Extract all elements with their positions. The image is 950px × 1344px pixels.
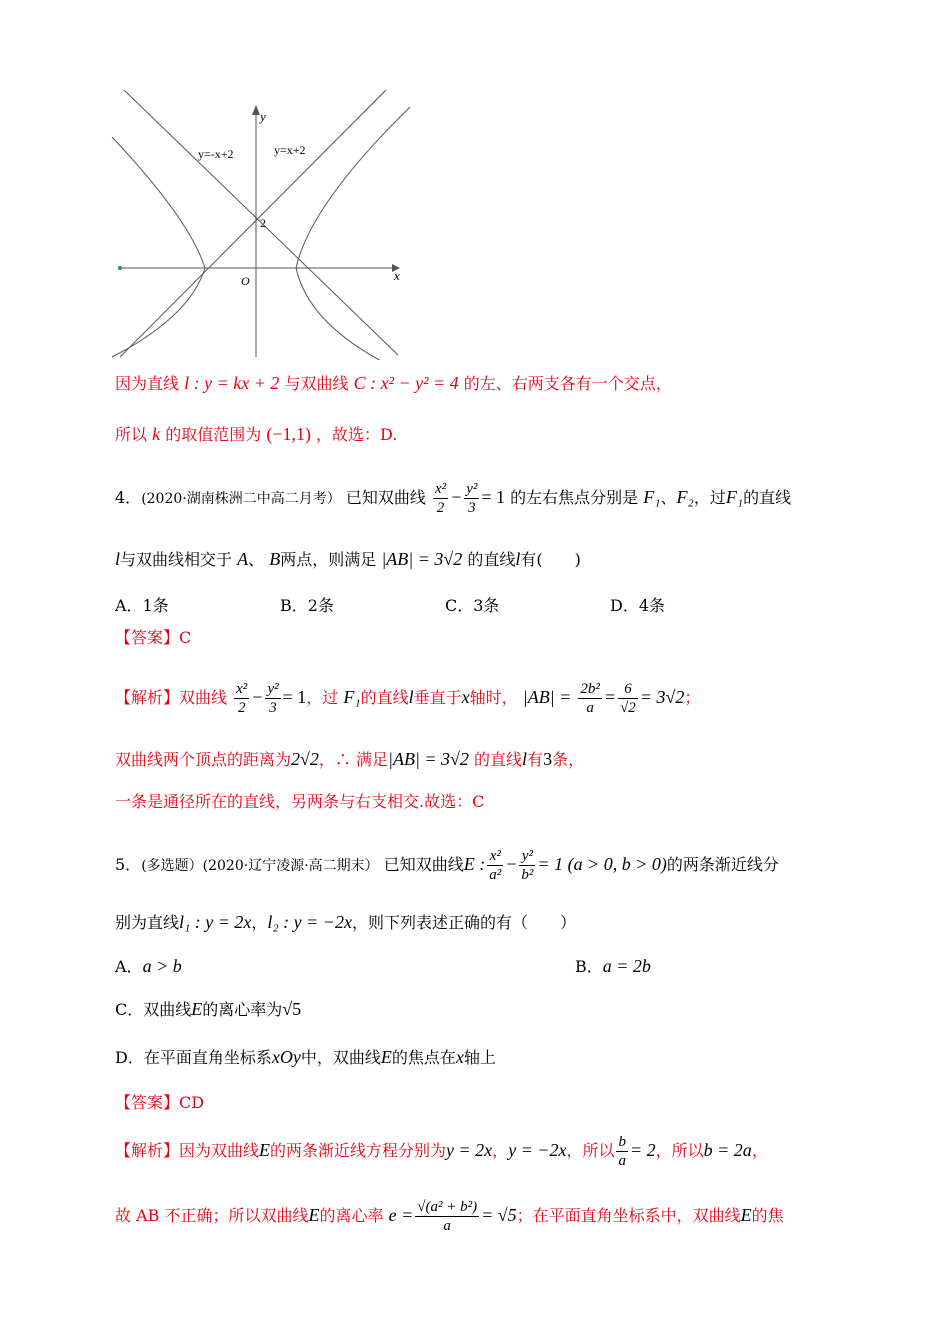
axis-start-dot [118, 266, 122, 270]
variable-e: E [380, 1047, 392, 1067]
focus-f2: F₂ [676, 487, 694, 507]
range-value: (−1,1) [266, 424, 311, 444]
variable-x: x [455, 1047, 464, 1067]
text: 已知双曲线 [383, 855, 464, 874]
text: 已知双曲线 [345, 488, 426, 507]
option-label: C．双曲线 [115, 1000, 192, 1019]
text: 有 [527, 750, 544, 769]
fraction: $\frac{\text{2b²}}{a}$ [580, 681, 600, 716]
option-label: A． [115, 957, 143, 976]
option-text: 的焦点在 [391, 1048, 456, 1067]
x-axis-label: x [394, 268, 400, 283]
line-left-label: y=-x+2 [198, 147, 234, 161]
y-axis-label: y [260, 109, 266, 124]
intercept-label: 2 [260, 216, 266, 230]
question-source: (2020·辽宁凌源·高二期末） [202, 858, 379, 874]
option-label: B． [575, 957, 603, 976]
fraction: $\frac{\text{√(a² + b²)}}{a}$ [417, 1199, 478, 1234]
line-equation: l : y = kx + 2 [184, 373, 280, 393]
text: 别为直线 [115, 913, 180, 932]
line-right-label: y=x+2 [274, 143, 306, 157]
equation: = 2 [629, 1140, 656, 1160]
text: 的左、右两支各有一个交点， [463, 374, 672, 393]
text: 的直线 [360, 688, 409, 707]
vertex-distance: 2√2 [291, 749, 319, 769]
text: ，∴ 满足 [318, 750, 388, 769]
equals: = [603, 687, 617, 707]
line-y-x-plus-2 [120, 90, 386, 357]
option-c[interactable]: C．3条 [445, 596, 500, 615]
focus-f1: F₁ [725, 487, 744, 507]
answer-value: CD [179, 1093, 205, 1112]
question-number: 4． [115, 488, 142, 507]
variable-l: l [408, 687, 414, 707]
q4-stem-line-1 [115, 480, 791, 517]
hyperbola-equation: C : x² − y² = 4 [353, 373, 459, 393]
equals-one: = 1 [282, 687, 307, 707]
text: 的两条渐近线分 [666, 855, 779, 874]
coordinate-system: xOy [271, 1047, 301, 1067]
text: ，则下列表述正确的有（ ） [351, 913, 576, 932]
q5-analysis-line-1 [115, 1133, 768, 1170]
text: 双曲线 [179, 688, 228, 707]
minus: − [450, 487, 463, 507]
text: 的取值范围为 [165, 425, 262, 444]
text: 所以 [115, 425, 148, 444]
text: 双曲线两个顶点的距离为 [115, 750, 292, 769]
text: 有( ) [520, 550, 581, 569]
fraction: $\frac{\text{y²}}{\text{b²}}$ [521, 848, 534, 883]
variable-k: k [152, 424, 161, 444]
option-b[interactable]: B．2条 [280, 596, 334, 615]
fraction: $\frac{b}{a}$ [618, 1134, 626, 1169]
result: = 3√2 [639, 687, 685, 707]
text: ，过 [306, 688, 339, 707]
answer-value: C [179, 628, 192, 647]
q4-stem-line-2 [115, 548, 581, 571]
q4-answer [115, 627, 191, 649]
text: 故 AB 不正确；所以双曲线 [115, 1206, 309, 1225]
hyperbola-left-branch [112, 137, 205, 357]
asymptote-l1: l₁ : y = 2x [179, 912, 252, 932]
text: 与双曲线 [284, 374, 349, 393]
variable-l: l [515, 549, 521, 569]
variable-e: E [308, 1205, 320, 1225]
q4-analysis-line-1 [115, 680, 700, 717]
ab-condition: |AB| = 3√2 [388, 749, 469, 769]
fraction: $\frac{\text{x²}}{\text{a²}}$ [489, 848, 502, 883]
solution-line-1 [115, 372, 672, 395]
option-text: a > b [142, 956, 182, 976]
equation: b = 2a [703, 1140, 752, 1160]
fraction: $\frac{\text{x²}}{2}$ [236, 681, 248, 716]
text: 的直线 [743, 488, 792, 507]
answer-tag: 【答案】 [115, 628, 180, 647]
asymptote-l2: l₂ : y = −2x [267, 912, 352, 932]
text: ，故选：D. [316, 425, 398, 444]
variable-e: E [740, 1205, 752, 1225]
question-source: (2020·湖南株洲二中高二月考） [141, 491, 341, 507]
question-tag: (多选题） [141, 858, 203, 874]
fraction: $\frac{6}{√2}$ [620, 681, 636, 716]
q5-option-c[interactable] [115, 998, 301, 1021]
point-b: B [269, 549, 281, 569]
text: 因为直线 [115, 374, 180, 393]
q4-analysis-line-3 [115, 791, 484, 813]
text: ，过 [693, 488, 726, 507]
ab-length: |AB| = [522, 687, 572, 707]
text: 的两条渐近线方程分别为 [270, 1141, 447, 1160]
option-text: 轴上 [463, 1048, 496, 1067]
text: ；在平面直角坐标系中，双曲线 [516, 1206, 741, 1225]
text: 的直线 [467, 550, 516, 569]
text: 的焦 [751, 1206, 784, 1225]
text: 条， [552, 750, 585, 769]
text: ， [492, 1141, 509, 1160]
fraction: $\frac{\text{y²}}{3}$ [267, 681, 279, 716]
variable-l: l [522, 749, 528, 769]
text: 因为双曲线 [179, 1141, 260, 1160]
text: ， [251, 913, 268, 932]
option-text: 中，双曲线 [300, 1048, 381, 1067]
text: 的离心率 [319, 1206, 384, 1225]
text: 轴时， [469, 688, 518, 707]
option-text: 的离心率为 [202, 1000, 283, 1019]
ab-condition: |AB| = 3√2 [381, 549, 463, 569]
option-d[interactable]: D．4条 [610, 596, 666, 615]
hyperbola-e: E : [463, 854, 486, 874]
option-text: a = 2b [602, 956, 651, 976]
analysis-tag: 【解析】 [115, 688, 180, 707]
hyperbola-figure [110, 85, 410, 360]
y-axis-arrow [252, 105, 260, 115]
q5-option-a[interactable] [115, 955, 182, 978]
option-label: D．在平面直角坐标系 [115, 1048, 272, 1067]
count: 3 [543, 749, 553, 769]
variable-l: l [115, 549, 121, 569]
text: 的左右焦点分别是 [510, 488, 639, 507]
q5-analysis-line-2 [115, 1198, 784, 1235]
text: ，所以 [655, 1141, 704, 1160]
fraction: $\frac{\text{y²}}{3}$ [466, 481, 478, 516]
eccentricity: e = [388, 1205, 414, 1225]
equation: y = 2x [446, 1140, 493, 1160]
point-a: A [237, 549, 249, 569]
question-number: 5． [115, 855, 142, 874]
equals-one: = 1 [481, 487, 506, 507]
answer-tag: 【答案】 [115, 1093, 180, 1112]
text: ， [751, 1141, 768, 1160]
text: 两点，则满足 [280, 550, 377, 569]
q4-analysis-line-2 [115, 748, 584, 771]
q4-options [115, 593, 835, 616]
q5-stem-line-1 [115, 847, 779, 884]
solution-line-2 [115, 423, 397, 446]
q5-answer [115, 1092, 204, 1114]
minus: − [505, 854, 518, 874]
q5-option-b[interactable] [575, 955, 651, 978]
equation: y = −2x [508, 1140, 567, 1160]
fraction: $\frac{\text{x²}}{2}$ [434, 481, 447, 516]
text: 的直线 [474, 750, 523, 769]
text: 一条是通径所在的直线，另两条与右支相交.故选：C [115, 792, 485, 811]
result: = √5 [481, 1205, 517, 1225]
minus: − [251, 687, 264, 707]
variable-e: E [191, 999, 203, 1019]
hyperbola-right-branch [296, 107, 410, 360]
variable-x: x [461, 687, 470, 707]
option-value: √5 [282, 999, 302, 1019]
variable-e: E [259, 1140, 271, 1160]
text: 、 [248, 550, 265, 569]
option-a[interactable]: A．1条 [115, 596, 169, 615]
condition: = 1 (a > 0, b > 0) [537, 854, 667, 874]
text: ，所以 [566, 1141, 615, 1160]
text: 垂直于 [413, 688, 462, 707]
text: 、 [660, 488, 677, 507]
analysis-tag: 【解析】 [115, 1141, 180, 1160]
q5-option-d[interactable] [115, 1046, 496, 1069]
focus-f1: F₁ [643, 487, 661, 507]
focus-f1: F₁ [343, 687, 361, 707]
text: 与双曲线相交于 [120, 550, 233, 569]
origin-label: O [241, 274, 250, 288]
q5-stem-line-2 [115, 911, 576, 934]
text: ； [684, 688, 701, 707]
